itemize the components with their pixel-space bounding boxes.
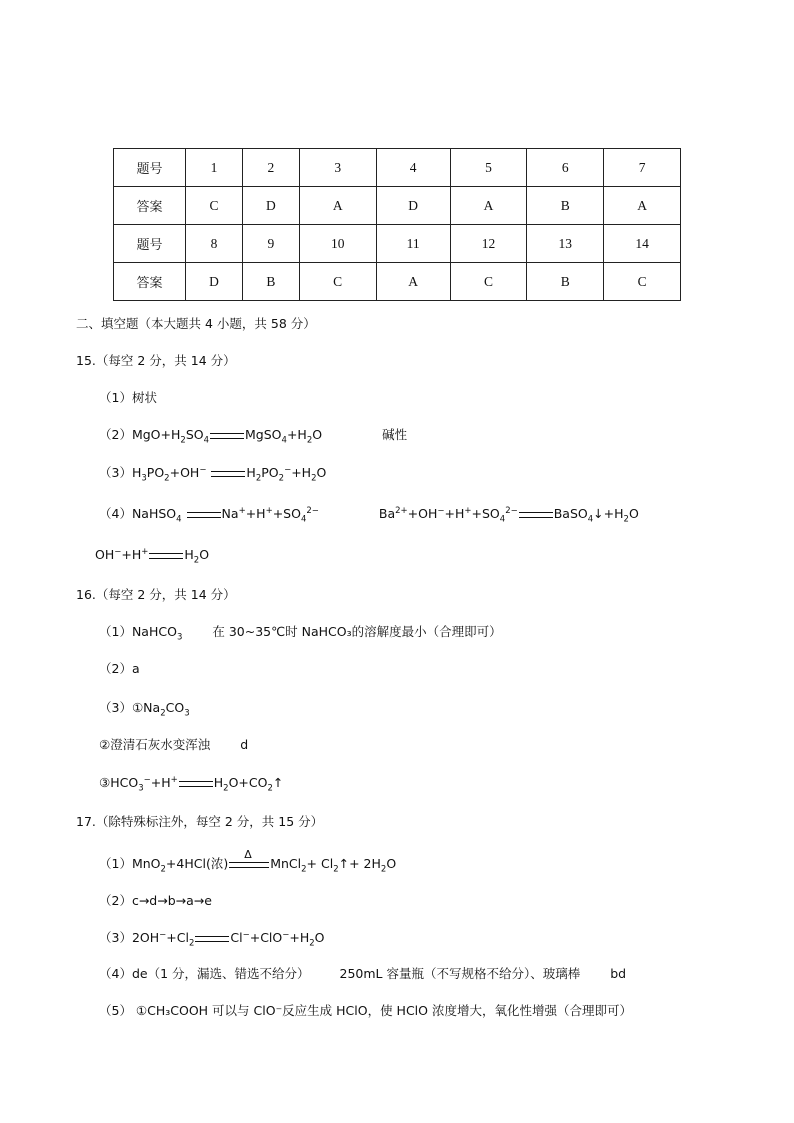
q16-header: 16.（每空 2 分，共 14 分）: [76, 587, 236, 602]
q15-header: 15.（每空 2 分，共 14 分）: [76, 353, 236, 368]
table-cell: 3: [299, 149, 376, 187]
q17-part2: （2）c→d→b→a→e: [99, 893, 212, 908]
table-cell: 2: [242, 149, 299, 187]
table-cell: 4: [376, 149, 450, 187]
table-cell: 8: [186, 225, 243, 263]
q15-part2: $(2)MgO+H_2SO_4$ $MgSO_4+H_2O$ 碱性: [99, 427, 408, 446]
table-row-header: 题号: [114, 149, 186, 187]
table-cell: C: [186, 187, 243, 225]
table-cell: C: [299, 263, 376, 301]
q16-part3a: $(3)①Na_2CO_3$: [99, 700, 190, 719]
table-row-header: 答案: [114, 187, 186, 225]
table-cell: 10: [299, 225, 376, 263]
table-cell: 5: [450, 149, 527, 187]
q17-part1: （1）MnO$_2$+4HCl(浓) Δ MnCl$_2$+ $Cl_2↑+ 2H_2O$: [99, 847, 397, 875]
table-cell: C: [450, 263, 527, 301]
table-cell: A: [450, 187, 527, 225]
section-title: 二、填空题（本大题共 4 小题，共 58 分）: [76, 316, 316, 331]
table-row: [114, 187, 681, 225]
q16-part1: （1）NaHCO$_3$ 在 30~35℃时 NaHCO₃的溶解度最小（合理即可）: [99, 624, 502, 643]
table-cell: B: [242, 263, 299, 301]
q17-header: 17.（除特殊标注外，每空 2 分，共 15 分）: [76, 814, 324, 829]
q15-part4-extra: OH−+H+ $H_2O$: [95, 546, 210, 566]
table-cell: 6: [527, 149, 604, 187]
table-cell: 14: [604, 225, 681, 263]
table-cell: D: [242, 187, 299, 225]
table-cell: C: [604, 263, 681, 301]
table-cell: 9: [242, 225, 299, 263]
table-row-header: 题号: [114, 225, 186, 263]
q15-part4: （4）NaHSO$_4$ $Na^++H^++SO_4^{2-}$ $Ba^{2+}+OH^-+H^++SO_4^{2-}$ $BaSO_4↓+H_2O$: [99, 505, 639, 525]
table-row: [114, 263, 681, 301]
table-cell: A: [299, 187, 376, 225]
q16-part3c: $③HCO_3^-+H^+$ $H_2O+CO_2↑$: [99, 774, 284, 794]
answer-table: [113, 148, 681, 301]
table-row: [114, 225, 681, 263]
q16-part3b: ②澄清石灰水变浑浊 d: [99, 737, 249, 752]
q16-part2: （2）a: [99, 661, 140, 676]
q17-part4: （4）de（1 分，漏选、错选不给分） 250mL 容量瓶（不写规格不给分）、玻璃棒 bd: [99, 966, 627, 981]
table-cell: 7: [604, 149, 681, 187]
table-cell: D: [186, 263, 243, 301]
table-cell: 11: [376, 225, 450, 263]
table-cell: A: [604, 187, 681, 225]
table-cell: 13: [527, 225, 604, 263]
table-row: [114, 149, 681, 187]
table-cell: B: [527, 187, 604, 225]
table-row-header: 答案: [114, 263, 186, 301]
table-cell: B: [527, 263, 604, 301]
table-cell: A: [376, 263, 450, 301]
q17-part3: $(3)2OH^-+Cl_2$ $Cl^-+ClO^-+H_2O$: [99, 929, 325, 949]
q15-part1: （1）树状: [99, 390, 157, 405]
table-cell: 12: [450, 225, 527, 263]
table-cell: 1: [186, 149, 243, 187]
q17-part5: （5） ①CH₃COOH 可以与 ClO⁻反应生成 HClO，使 HClO 浓度增大，氧化性增强（合理即可）: [99, 1003, 632, 1018]
q15-part3: $(3)H_3PO_2+OH^-$ $H_2PO_2^-+H_2O$: [99, 464, 327, 484]
table-cell: D: [376, 187, 450, 225]
